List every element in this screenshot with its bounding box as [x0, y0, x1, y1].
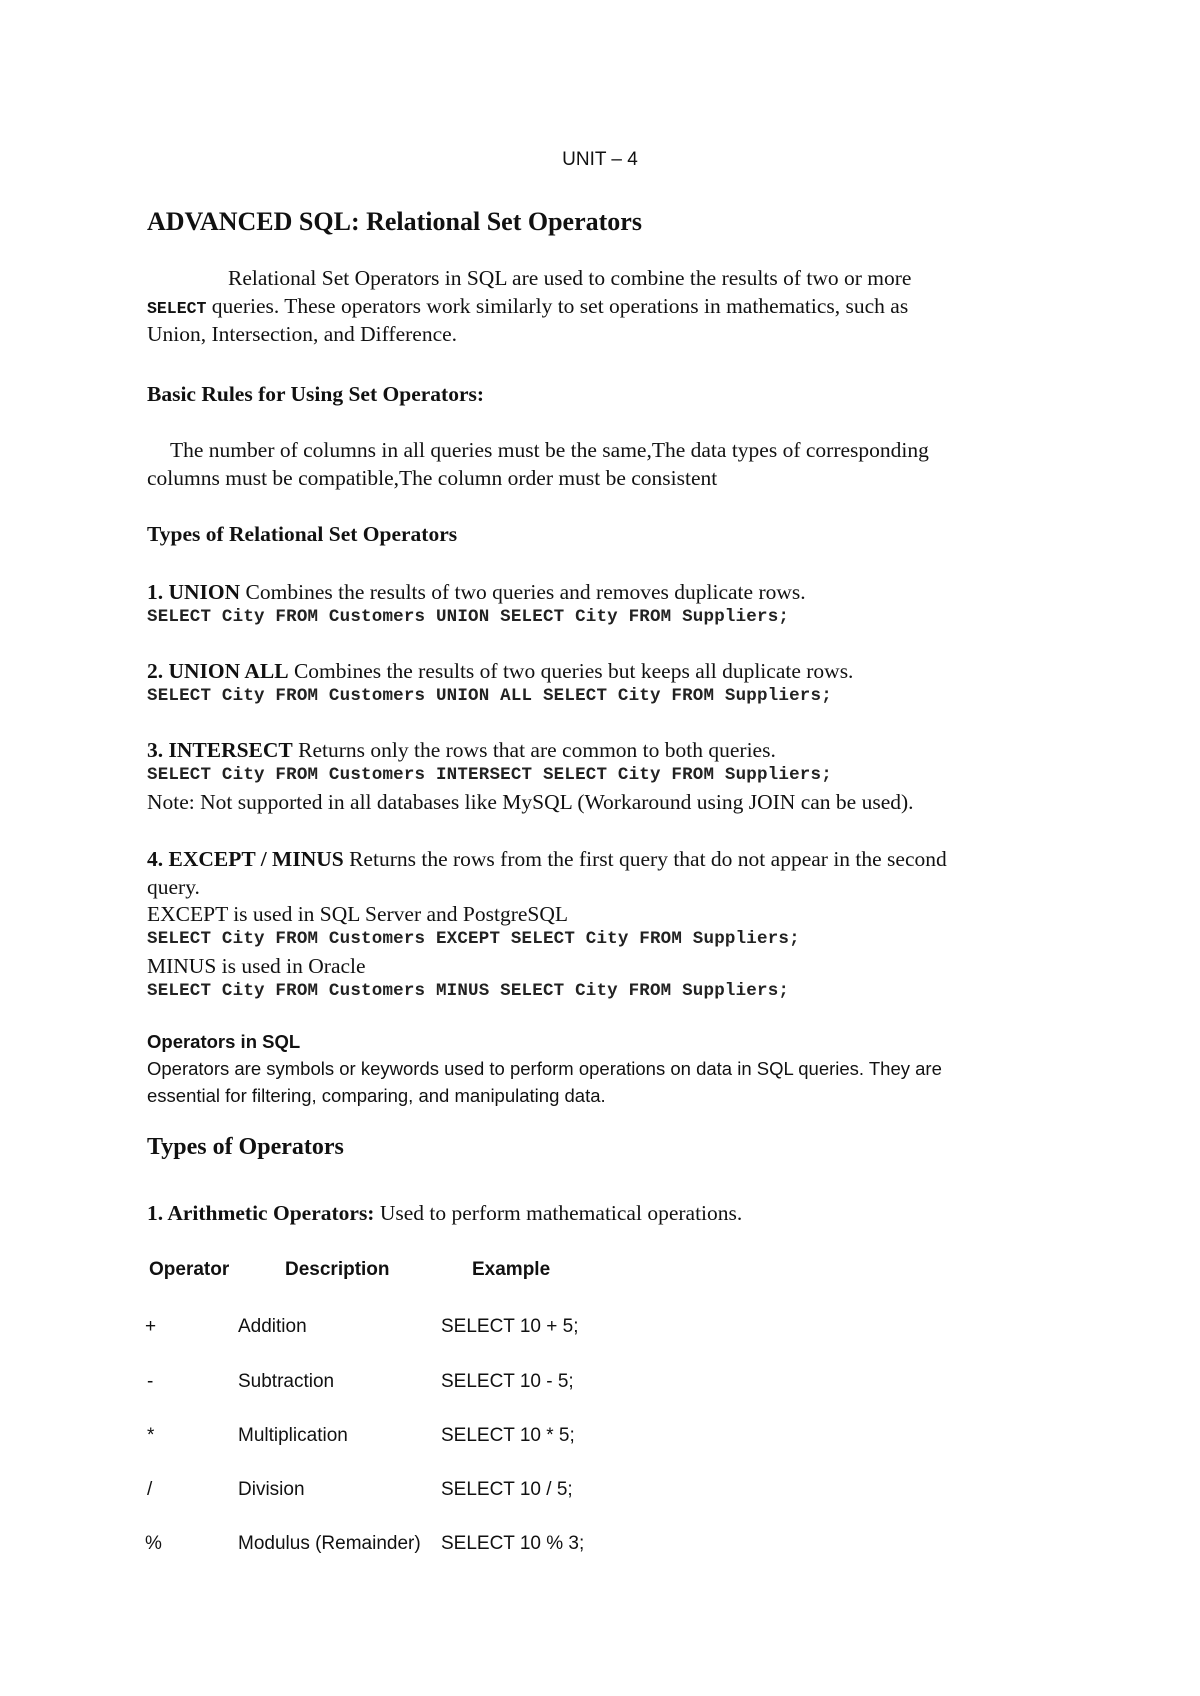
- rules-heading: Basic Rules for Using Set Operators:: [147, 382, 485, 406]
- description-cell: Subtraction: [238, 1371, 335, 1392]
- union-code: SELECT City FROM Customers UNION SELECT City FROM Suppliers;: [147, 607, 790, 627]
- arithmetic-item: 1. Arithmetic Operators: Used to perform mathematical operations.: [147, 1201, 743, 1225]
- except-item-cont: query.: [147, 875, 200, 899]
- intersect-note: Note: Not supported in all databases like MySQL (Workaround using JOIN can be used).: [147, 790, 914, 814]
- description-cell: Multiplication: [238, 1425, 348, 1446]
- operator-cell: -: [147, 1371, 154, 1392]
- unit-label: UNIT – 4: [562, 149, 638, 170]
- intersect-item: 3. INTERSECT Returns only the rows that are common to both queries.: [147, 738, 776, 762]
- intro-line-3: Union, Intersection, and Difference.: [147, 322, 458, 346]
- page-title: ADVANCED SQL: Relational Set Operators: [147, 207, 642, 236]
- intro-line-2: SELECT queries. These operators work similarly to set operations in mathematics, such as: [147, 294, 909, 318]
- description-cell: Division: [238, 1479, 305, 1500]
- example-cell: SELECT 10 - 5;: [441, 1371, 574, 1392]
- union-all-code: SELECT City FROM Customers UNION ALL SELECT City FROM Suppliers;: [147, 686, 832, 706]
- except-item: 4. EXCEPT / MINUS Returns the rows from the first query that do not appear in the second: [147, 847, 947, 871]
- operators-heading: Operators in SQL: [147, 1031, 301, 1052]
- types-heading: Types of Relational Set Operators: [147, 522, 458, 546]
- rules-line-1: The number of columns in all queries must be the same,The data types of corresponding: [170, 438, 929, 462]
- except-note: EXCEPT is used in SQL Server and PostgreSQL: [147, 902, 569, 926]
- operator-cell: %: [145, 1533, 162, 1554]
- intro-line-1: Relational Set Operators in SQL are used to combine the results of two or more: [228, 266, 912, 290]
- example-cell: SELECT 10 / 5;: [441, 1479, 573, 1500]
- operators-line-2: essential for filtering, comparing, and manipulating data.: [147, 1085, 606, 1106]
- operator-cell: *: [147, 1425, 155, 1446]
- minus-note: MINUS is used in Oracle: [147, 954, 366, 978]
- column-header-operator: Operator: [149, 1259, 230, 1280]
- operator-cell: +: [145, 1316, 157, 1337]
- operators-line-1: Operators are symbols or keywords used to perform operations on data in SQL queries. They are: [147, 1058, 942, 1079]
- column-header-example: Example: [472, 1259, 551, 1280]
- operator-cell: /: [147, 1479, 153, 1500]
- example-cell: SELECT 10 * 5;: [441, 1425, 575, 1446]
- column-header-description: Description: [285, 1259, 390, 1280]
- except-code: SELECT City FROM Customers EXCEPT SELECT City FROM Suppliers;: [147, 929, 800, 949]
- rules-line-2: columns must be compatible,The column order must be consistent: [147, 466, 718, 490]
- description-cell: Addition: [238, 1316, 307, 1337]
- description-cell: Modulus (Remainder): [238, 1533, 421, 1554]
- union-all-item: 2. UNION ALL Combines the results of two queries but keeps all duplicate rows.: [147, 659, 854, 683]
- intersect-code: SELECT City FROM Customers INTERSECT SELECT City FROM Suppliers;: [147, 765, 832, 785]
- inline-code-select: SELECT: [147, 299, 207, 318]
- example-cell: SELECT 10 % 3;: [441, 1533, 585, 1554]
- types-of-operators-heading: Types of Operators: [147, 1134, 344, 1160]
- minus-code: SELECT City FROM Customers MINUS SELECT City FROM Suppliers;: [147, 981, 790, 1001]
- union-item: 1. UNION Combines the results of two queries and removes duplicate rows.: [147, 580, 806, 604]
- example-cell: SELECT 10 + 5;: [441, 1316, 579, 1337]
